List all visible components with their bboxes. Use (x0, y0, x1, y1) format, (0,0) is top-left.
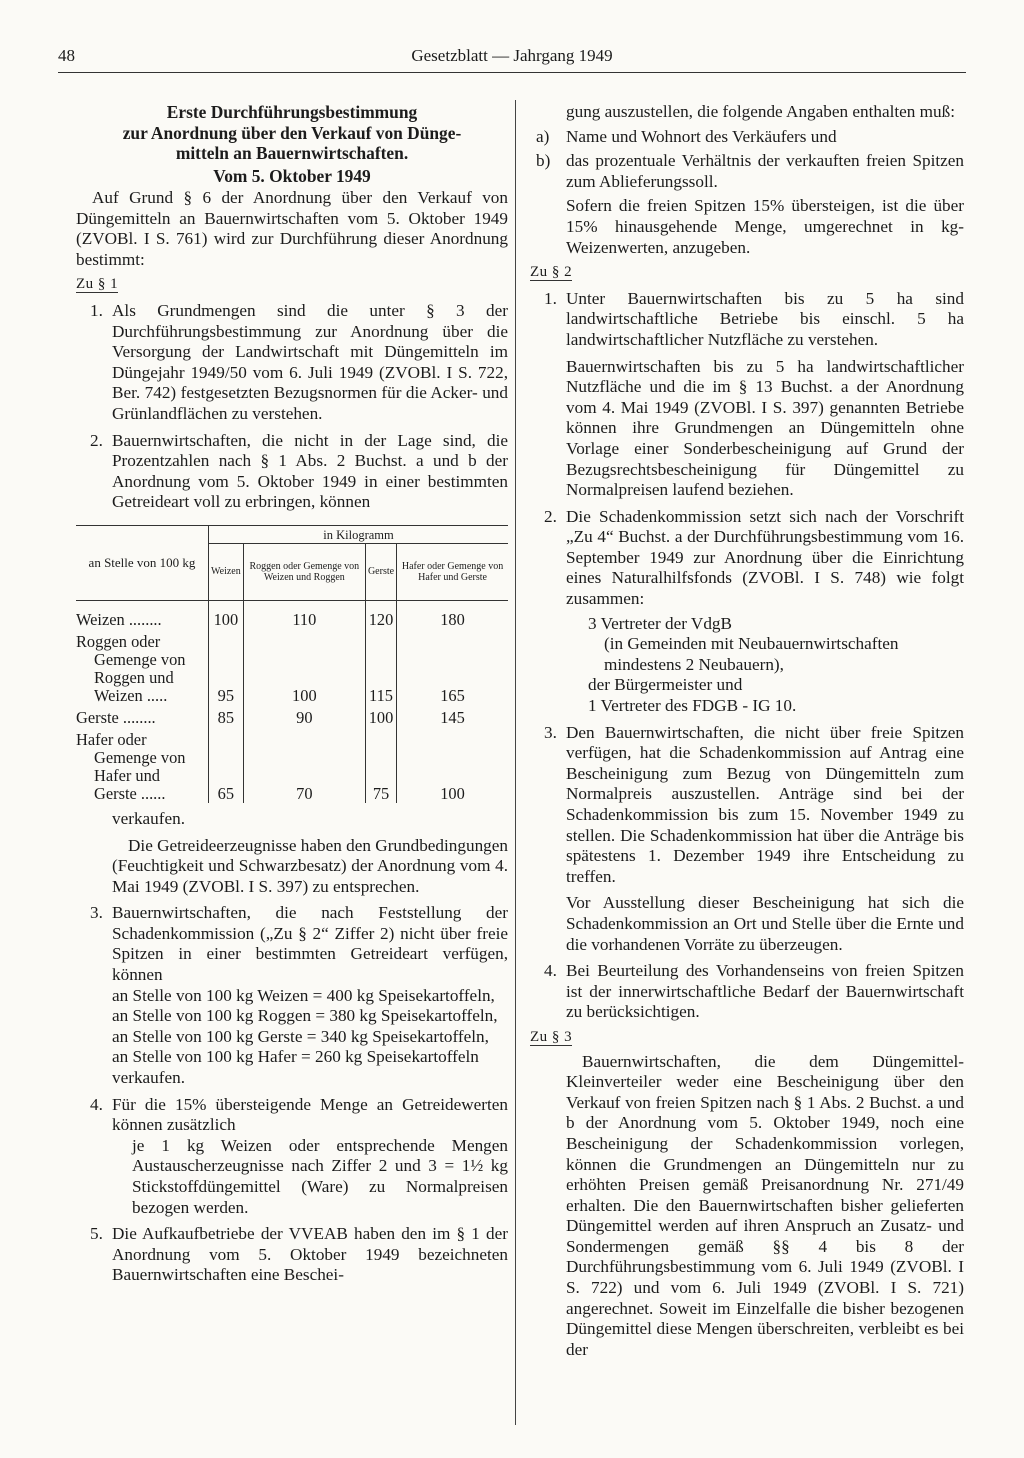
table-row (76, 727, 508, 803)
potato-line: an Stelle von 100 kg Hafer = 260 kg Speisekartoffeln (112, 1047, 479, 1067)
table-cell: 95 (209, 629, 244, 705)
left-item-3 (76, 903, 508, 1088)
table-cell: 145 (397, 705, 508, 727)
running-header: Gesetzblatt — Jahrgang 1949 (411, 46, 613, 65)
left-item-4 (76, 1095, 508, 1219)
item-number: 5. (90, 1224, 103, 1244)
table-row-label: Gerste ........ (76, 705, 209, 727)
table-column-header: Roggen oder Gemenge von Weizen und Roggen (243, 543, 365, 600)
conversion-table (76, 525, 508, 803)
table-row (76, 600, 508, 629)
table-cell: 100 (209, 600, 244, 629)
left-column (76, 102, 508, 1286)
table-row-label: Weizen ........ (76, 600, 209, 629)
item-number: 4. (544, 961, 557, 981)
item-text: Vor Ausstellung dieser Bescheinigung hat sich die Schadenkommission an Ort und Stelle über die Ernte und die vorhandenen Vorräte zu überzeugen. (566, 893, 964, 954)
item-number: 2. (544, 506, 557, 526)
item-text: Bauernwirtschaften bis zu 5 ha landwirtschaftlicher Nutzfläche und die im § 13 Buchst. a der Anordnung vom 4. Mai 1949 (ZVOBl. I S. 397) genannten Betriebe können ihre Grundmengen an Düngemitteln ohne Vorlage einer Sonderbescheinigung auf Grund der Bezugsrechtsbescheinigung für Düngemittel zu Normalpreisen laufend beziehen. (566, 356, 964, 500)
table-cell: 70 (243, 727, 365, 803)
left-item-1 (76, 301, 508, 425)
continuation-text: gung auszustellen, die folgende Angaben enthalten muß: (566, 102, 956, 121)
table-column-header: Gerste (365, 543, 396, 600)
left-item-5 (76, 1224, 508, 1286)
table-cell: 115 (365, 629, 396, 705)
title-line-3: mitteln an Bauernwirtschaften. (175, 143, 409, 163)
item-text: Bauernwirtschaften, die nicht in der Lage sind, die Prozentzahlen nach § 1 Abs. 2 Buchst. a und b der Anordnung vom 5. Oktober 1949 in einer bestimmten Getreideart voll zu erbringen, können (112, 430, 508, 512)
member-line: 3 Vertreter der VdgB (588, 613, 732, 633)
title-line-1: Erste Durchführungsbestimmung (166, 102, 418, 122)
table-row-label: Hafer oder Gemenge von Hafer und Gerste ...... (76, 727, 209, 803)
list-text: Name und Wohnort des Verkäufers und (566, 126, 837, 146)
item-text: Bauernwirtschaften, die nach Feststellung der Schadenkommission („Zu § 2“ Ziffer 2) nicht über freie Spitzen in einer bestimmten Getreideart verfügen, können (112, 903, 508, 985)
item-text: Unter Bauernwirtschaften bis zu 5 ha sind landwirtschaftliche Betriebe bis einschl. 5 ha landwirtschaftlicher Nutzfläche zu verstehen. (566, 288, 964, 349)
list-item-a (536, 127, 964, 148)
table-column-header: Weizen (209, 543, 244, 600)
header-rule (58, 72, 966, 73)
table-cell: 110 (243, 600, 365, 629)
list-item-b (536, 151, 964, 192)
title-date: Vom 5. Oktober 1949 (213, 165, 371, 186)
table-stub-header: an Stelle von 100 kg (76, 525, 209, 600)
table-row (76, 629, 508, 705)
table-cell: 180 (397, 600, 508, 629)
list-label: a) (536, 126, 550, 146)
right-item-2 (530, 507, 964, 717)
item-number: 3. (544, 722, 557, 742)
table-cell: 90 (243, 705, 365, 727)
table-unit-header: in Kilogramm (209, 525, 509, 543)
potato-line: an Stelle von 100 kg Roggen = 380 kg Speisekartoffeln, (112, 1006, 498, 1026)
item-number: 2. (90, 430, 103, 450)
table-cell: 65 (209, 727, 244, 803)
right-item-4 (530, 961, 964, 1023)
item-text: Für die 15% übersteigende Menge an Getreidewerten können zusätzlich (112, 1094, 508, 1135)
table-cell: 100 (397, 727, 508, 803)
table-cell: 165 (397, 629, 508, 705)
table-cell: 100 (365, 705, 396, 727)
item-text: Bei Beurteilung des Vorhandenseins von freien Spitzen ist der innerwirtschaftliche Bedarf der Bauernwirtschaft zu berücksichtigen. (566, 961, 964, 1022)
commission-member-list (566, 614, 964, 717)
right-item-1 (530, 289, 964, 501)
table-column-header: Hafer oder Gemenge von Hafer und Gerste (397, 543, 508, 600)
item-number: 1. (544, 288, 557, 308)
right-column (530, 102, 964, 1360)
item-text: Als Grundmengen sind die unter § 3 der Durchführungsbestimmung zur Anordnung über die Versorgung der Landwirtschaft mit Düngemitteln im Düngejahr 1949/50 vom 6. Juli 1949 (ZVOBl. I S. 722, Ber. 742) festgesetzten Bezugsnormen für die Acker- und Grünlandflächen zu verstehen. (112, 300, 508, 423)
intro-paragraph: Auf Grund § 6 der Anordnung über den Verkauf von Düngemitteln an Bauernwirtschaften vom 5. Oktober 1949 (ZVOBl. I S. 761) wird zur Durchführung dieser Anordnung bestimmt: (76, 188, 508, 269)
item-end: verkaufen. (112, 1068, 186, 1088)
sofern-paragraph: Sofern die freien Spitzen 15% übersteigen, ist die über 15% hinausgehende Menge, umgerechnet in kg-Weizenwerten, anzugeben. (566, 196, 964, 257)
item-text: Die Schadenkommission setzt sich nach der Vorschrift „Zu 4“ Buchst. a der Durchführungsbestimmung vom 16. September 1949 zur Anordnung über die Einrichtung eines Naturalhilfsfonds (ZVOBl. I S. 748) wie folgt zusammen: (566, 506, 964, 609)
table-row-label: Roggen oder Gemenge von Roggen und Weizen ..... (76, 629, 209, 705)
section-heading-zu-2: Zu § 2 (530, 264, 573, 281)
list-label: b) (536, 151, 551, 171)
left-item-2 (76, 431, 508, 513)
column-divider (515, 100, 516, 1425)
item-sub-text: je 1 kg Weizen oder entsprechende Mengen Austauscherzeugnisse nach Ziffer 2 und 3 = 1½ kg Stickstoffdüngemittel (Ware) zu Normalpreisen bezogen werden. (132, 1135, 508, 1217)
table-cell: 100 (243, 629, 365, 705)
item-number: 1. (90, 300, 103, 320)
item-text: Den Bauernwirtschaften, die nicht über freie Spitzen verfügen, hat die Schadenkommission auf Antrag eine Bescheinigung zum Bezug von Düngemitteln zum Normalpreis auszustellen. Anträge sind bei der Schadenkommission bis zum 15. November 1949 zu stellen. Die Schadenkommission hat über die Anträge bis spätestens 1. Dezember 1949 ihre Entscheidung zu treffen. (566, 722, 964, 886)
after-table-text: verkaufen. (112, 808, 186, 828)
final-paragraph: Bauernwirtschaften, die dem Düngemittel-Kleinverteiler weder eine Bescheinigung über den Verkauf von freien Spitzen nach § 1 Abs. 2 Buchst. a und b der Anordnung vom 5. Oktober 1949, noch eine Bescheinigung der Schadenkommission vorlegen, können die Grundmengen an Düngemitteln nur zu erhöhten Preisen gemäß Preisanordnung Nr. 271/49 erhalten. Die den Bauernwirtschaften bisher gelieferten Düngemittel werden auf ihren Anspruch an Zusatz- und Sondermengen gemäß §§ 4 bis 8 der Durchführungsbestimmung vom 6. Juli 1949 (ZVOBl. I S. 722) und vom 6. Juli 1949 (ZVOBl. I S. 721) angerechnet. Soweit im Einzelfalle die bisher bezogenen Düngemittel diese Mengen überschreiten, verbleibt es bei der (566, 1051, 964, 1359)
table-cell: 120 (365, 600, 396, 629)
grain-conditions-paragraph: Die Getreideerzeugnisse haben den Grundbedingungen (Feuchtigkeit und Schwarzbesatz) der Anordnung vom 4. Mai 1949 (ZVOBl. I S. 397) zu entsprechen. (112, 835, 508, 896)
table-cell: 85 (209, 705, 244, 727)
title-line-2: zur Anordnung über den Verkauf von Dünge- (122, 122, 462, 143)
member-line: (in Gemeinden mit Neubauernwirtschaften mindestens 2 Neubauern), (604, 634, 899, 674)
member-line: 1 Vertreter des FDGB - IG 10. (588, 696, 797, 716)
table-cell: 75 (365, 727, 396, 803)
right-item-3 (530, 723, 964, 956)
item-number: 3. (90, 903, 103, 923)
table-row (76, 705, 508, 727)
member-line: der Bürgermeister und (588, 675, 743, 695)
potato-line: an Stelle von 100 kg Gerste = 340 kg Speisekartoffeln, (112, 1026, 489, 1046)
section-heading-zu-3: Zu § 3 (530, 1028, 573, 1045)
item-text: Die Aufkaufbetriebe der VVEAB haben den im § 1 der Anordnung vom 5. Oktober 1949 bezeichneten Bauernwirtschaften eine Beschei- (112, 1224, 508, 1285)
item-number: 4. (90, 1094, 103, 1114)
potato-line: an Stelle von 100 kg Weizen = 400 kg Speisekartoffeln, (112, 985, 495, 1005)
page-number: 48 (58, 46, 75, 65)
list-text: das prozentuale Verhältnis der verkauften freien Spitzen zum Ablieferungssoll. (566, 151, 964, 191)
section-heading-zu-1: Zu § 1 (76, 276, 119, 293)
